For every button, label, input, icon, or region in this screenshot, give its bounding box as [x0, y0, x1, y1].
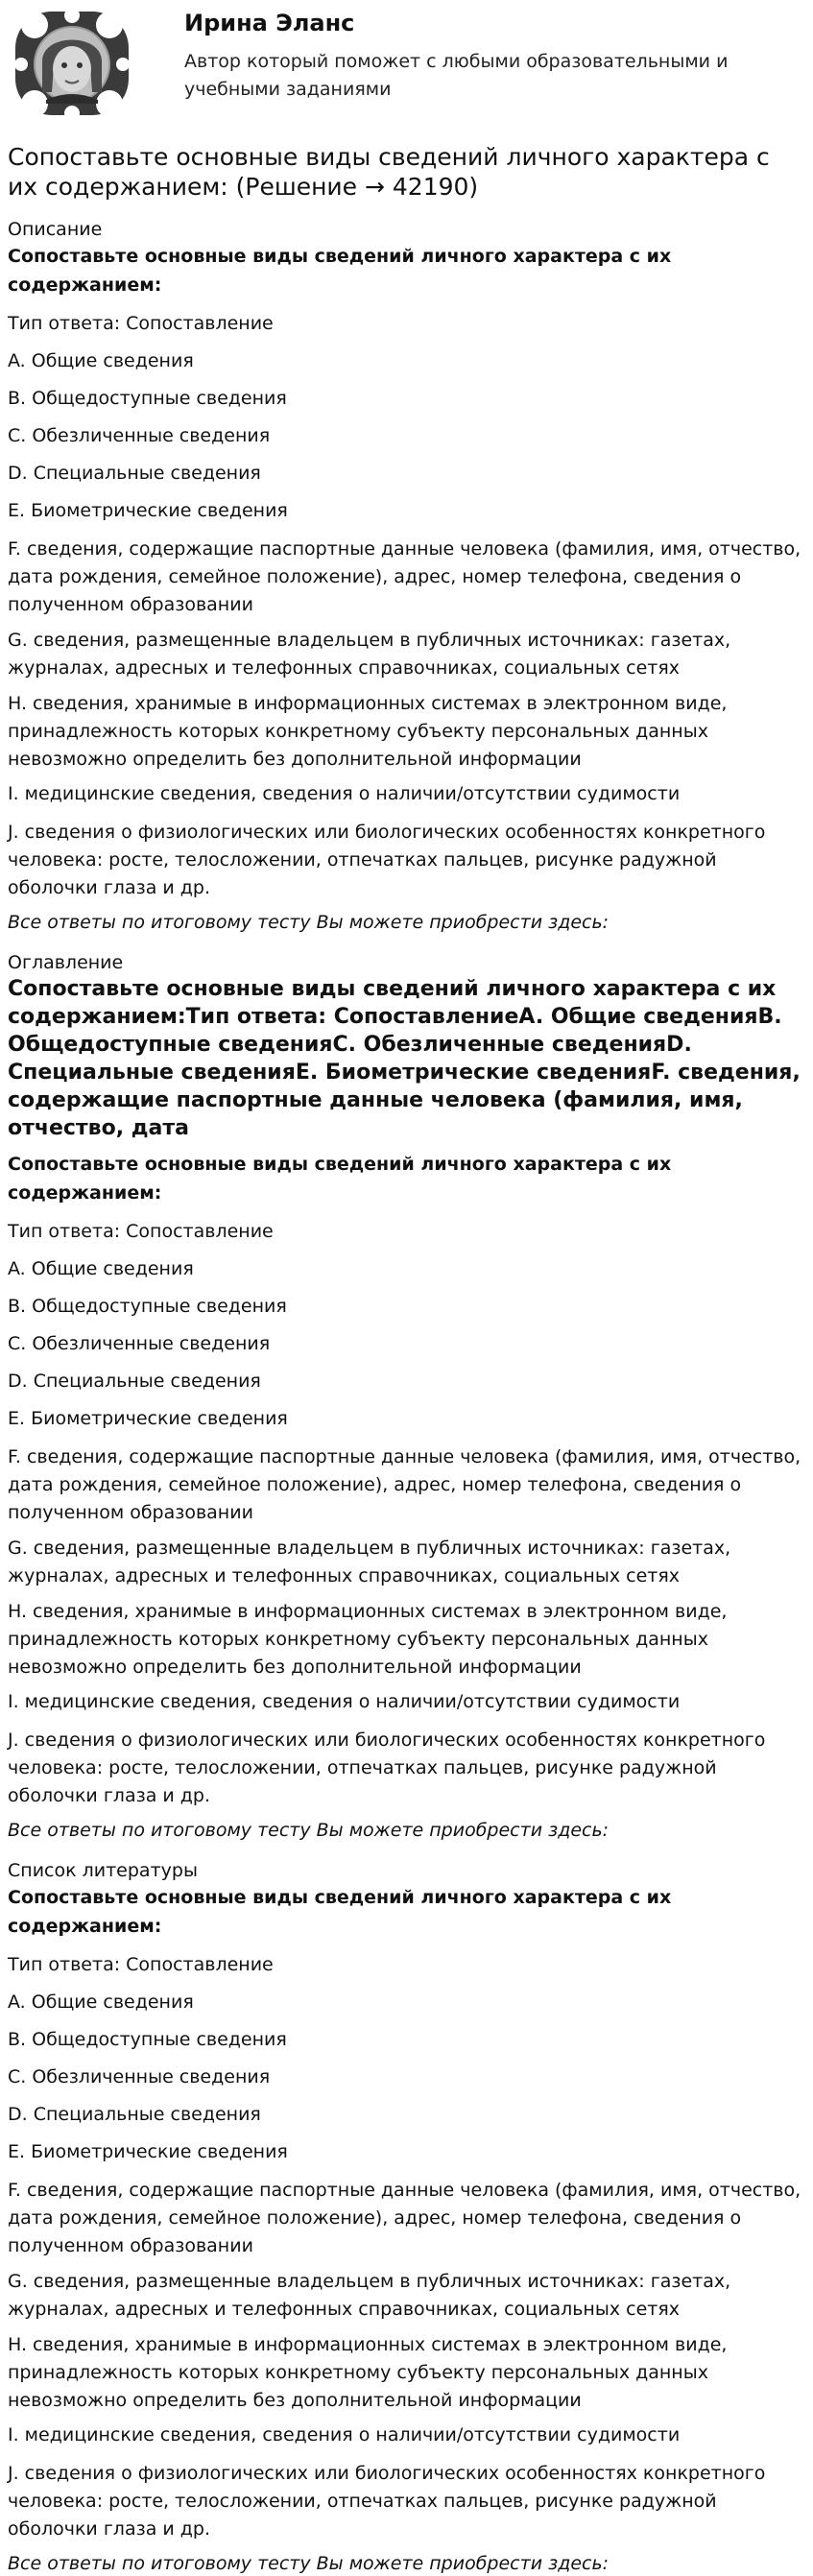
option-j: J. сведения о физиологических или биологических особенностях конкретного человека: росте, телосложении, отпечатках пальцев, рисунке радужной оболочки глаза и др.: [8, 822, 766, 898]
section-label-references: Список литературы: [8, 1860, 198, 1881]
answer-type: Тип ответа: Сопоставление: [8, 1954, 274, 1975]
film-reel-avatar-icon: [13, 4, 131, 125]
option-f: F. сведения, содержащие паспортные данные человека (фамилия, имя, отчество, дата рождения, семейное положение), адрес, номер телефона, сведения о полученном образовании: [8, 1446, 801, 1523]
option-c: C. Обезличенные сведения: [8, 1333, 271, 1354]
answer-type: Тип ответа: Сопоставление: [8, 313, 274, 334]
answer-type: Тип ответа: Сопоставление: [8, 1221, 274, 1242]
buy-note: Все ответы по итоговому тесту Вы можете приобрести здесь:: [8, 912, 610, 933]
toc-summary: Сопоставьте основные виды сведений личного характера с их содержанием:Тип ответа: СопоставлениеA. Общие сведенияB. Общедоступные сведенияC. Обезличенные сведенияD. Специальные сведенияE. Биометрические сведенияF. сведения, содержащие паспортные данные человека (фамилия, имя, отчество, дата: [8, 977, 801, 1140]
option-d: D. Специальные сведения: [8, 2104, 261, 2125]
option-e: E. Биометрические сведения: [8, 1408, 288, 1429]
description-section: [8, 217, 805, 935]
question-title: Сопоставьте основные виды сведений личного характера с их содержанием:: [8, 246, 672, 296]
author-card: [8, 0, 805, 134]
author-description: Автор который поможет с любыми образовательными и учебными заданиями: [184, 51, 729, 100]
option-g: G. сведения, размещенные владельцем в публичных источниках: газетах, журналах, адресных и телефонных справочниках, социальных сетях: [8, 1538, 731, 1586]
question-title: Сопоставьте основные виды сведений личного характера с их содержанием:: [8, 1154, 672, 1204]
option-d: D. Специальные сведения: [8, 1371, 261, 1392]
page-title: Сопоставьте основные виды сведений личного характера с их содержанием: (Решение → 42190): [8, 143, 770, 201]
option-j: J. сведения о физиологических или биологических особенностях конкретного человека: росте, телосложении, отпечатках пальцев, рисунке радужной оболочки глаза и др.: [8, 1729, 766, 1806]
option-b: B. Общедоступные сведения: [8, 2029, 287, 2050]
option-h: H. сведения, хранимые в информационных системах в электронном виде, принадлежность которых конкретному субъекту персональных данных невозможно определить без дополнительной информации: [8, 693, 728, 770]
references-section: [8, 1858, 805, 2576]
option-h: H. сведения, хранимые в информационных системах в электронном виде, принадлежность которых конкретному субъекту персональных данных невозможно определить без дополнительной информации: [8, 2334, 728, 2411]
author-avatar[interactable]: [13, 4, 131, 125]
section-label-description: Описание: [8, 219, 103, 240]
option-g: G. сведения, размещенные владельцем в публичных источниках: газетах, журналах, адресных и телефонных справочниках, социальных сетях: [8, 630, 731, 679]
option-g: G. сведения, размещенные владельцем в публичных источниках: газетах, журналах, адресных и телефонных справочниках, социальных сетях: [8, 2271, 731, 2320]
option-e: E. Биометрические сведения: [8, 2141, 288, 2162]
toc-section: [8, 950, 805, 1843]
option-h: H. сведения, хранимые в информационных системах в электронном виде, принадлежность которых конкретному субъекту персональных данных невозможно определить без дополнительной информации: [8, 1601, 728, 1678]
option-i: I. медицинские сведения, сведения о наличии/отсутствии судимости: [8, 2424, 681, 2445]
section-label-toc: Оглавление: [8, 952, 124, 973]
option-f: F. сведения, содержащие паспортные данные человека (фамилия, имя, отчество, дата рождения, семейное положение), адрес, номер телефона, сведения о полученном образовании: [8, 2180, 801, 2256]
option-c: C. Обезличенные сведения: [8, 425, 271, 446]
option-a: A. Общие сведения: [8, 1992, 194, 2013]
option-c: C. Обезличенные сведения: [8, 2066, 271, 2087]
option-b: B. Общедоступные сведения: [8, 388, 287, 409]
option-e: E. Биометрические сведения: [8, 500, 288, 521]
option-f: F. сведения, содержащие паспортные данные человека (фамилия, имя, отчество, дата рождения, семейное положение), адрес, номер телефона, сведения о полученном образовании: [8, 538, 801, 615]
option-i: I. медицинские сведения, сведения о наличии/отсутствии судимости: [8, 1691, 681, 1712]
buy-note: Все ответы по итоговому тесту Вы можете приобрести здесь:: [8, 2553, 610, 2574]
buy-note: Все ответы по итоговому тесту Вы можете приобрести здесь:: [8, 1820, 610, 1841]
question-title: Сопоставьте основные виды сведений личного характера с их содержанием:: [8, 1887, 672, 1937]
author-name[interactable]: Ирина Эланс: [184, 10, 355, 36]
option-b: B. Общедоступные сведения: [8, 1296, 287, 1317]
option-a: A. Общие сведения: [8, 1258, 194, 1279]
option-j: J. сведения о физиологических или биологических особенностях конкретного человека: росте, телосложении, отпечатках пальцев, рисунке радужной оболочки глаза и др.: [8, 2463, 766, 2540]
option-i: I. медицинские сведения, сведения о наличии/отсутствии судимости: [8, 783, 681, 804]
option-a: A. Общие сведения: [8, 350, 194, 371]
option-d: D. Специальные сведения: [8, 463, 261, 484]
